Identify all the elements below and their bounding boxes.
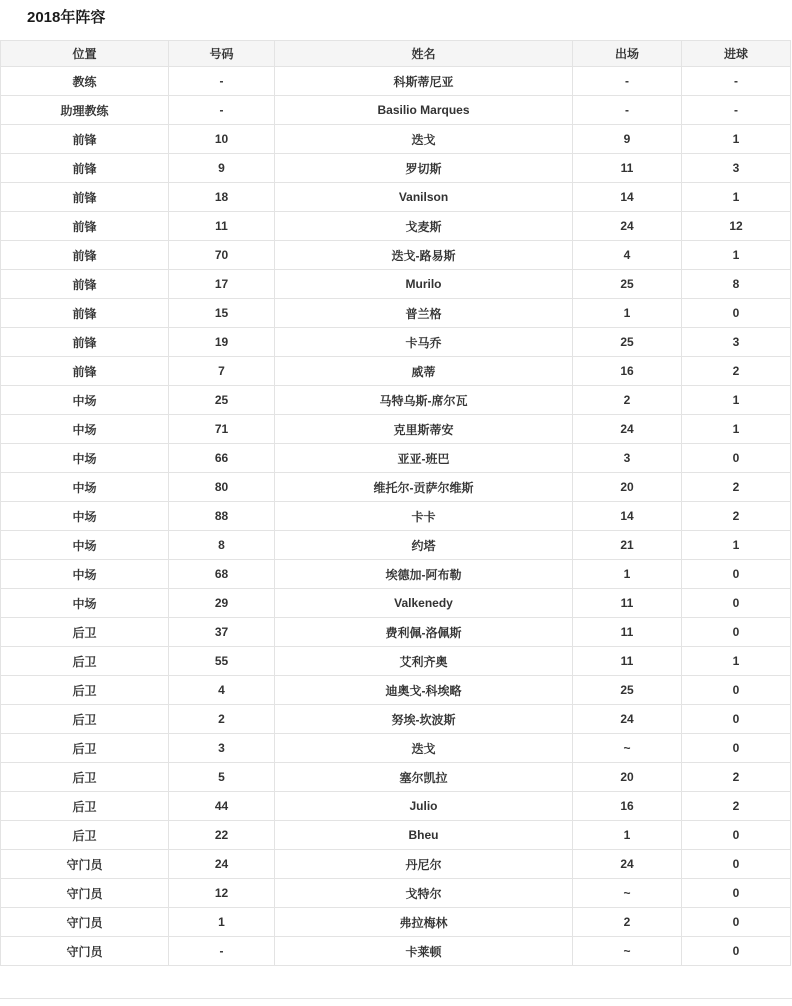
cell-number: 71 [169, 415, 275, 444]
cell-position: 后卫 [1, 705, 169, 734]
cell-position: 前锋 [1, 241, 169, 270]
cell-goals: 2 [682, 502, 791, 531]
cell-goals: 1 [682, 386, 791, 415]
cell-goals: 2 [682, 763, 791, 792]
cell-number: 66 [169, 444, 275, 473]
cell-position: 前锋 [1, 125, 169, 154]
column-header-goals: 进球 [682, 41, 791, 67]
cell-position: 中场 [1, 415, 169, 444]
cell-name: 迭戈 [275, 734, 573, 763]
cell-number: 17 [169, 270, 275, 299]
cell-number: 88 [169, 502, 275, 531]
cell-name: 迭戈-路易斯 [275, 241, 573, 270]
column-header-appearances: 出场 [573, 41, 682, 67]
cell-number: 22 [169, 821, 275, 850]
cell-position: 前锋 [1, 212, 169, 241]
cell-goals: 12 [682, 212, 791, 241]
cell-appearances: 14 [573, 183, 682, 212]
cell-appearances: ~ [573, 734, 682, 763]
table-row [1, 270, 791, 299]
cell-name: 科斯蒂尼亚 [275, 67, 573, 96]
cell-position: 中场 [1, 473, 169, 502]
cell-appearances: 1 [573, 821, 682, 850]
cell-number: 7 [169, 357, 275, 386]
cell-appearances: 2 [573, 386, 682, 415]
cell-goals: 0 [682, 821, 791, 850]
cell-position: 后卫 [1, 676, 169, 705]
cell-goals: 0 [682, 937, 791, 966]
cell-appearances: 11 [573, 647, 682, 676]
table-row [1, 734, 791, 763]
cell-appearances: 11 [573, 589, 682, 618]
cell-name: 迪奥戈-科埃略 [275, 676, 573, 705]
cell-appearances: 24 [573, 850, 682, 879]
cell-name: 戈麦斯 [275, 212, 573, 241]
cell-number: 24 [169, 850, 275, 879]
header-row [1, 41, 791, 67]
cell-goals: 0 [682, 560, 791, 589]
cell-number: 29 [169, 589, 275, 618]
cell-goals: 2 [682, 357, 791, 386]
roster-table [0, 40, 791, 966]
cell-goals: - [682, 67, 791, 96]
column-header-name: 姓名 [275, 41, 573, 67]
title-bar [0, 0, 792, 40]
table-row [1, 154, 791, 183]
cell-appearances: 20 [573, 473, 682, 502]
cell-appearances: 24 [573, 705, 682, 734]
cell-number: 19 [169, 328, 275, 357]
table-row [1, 183, 791, 212]
cell-number: 44 [169, 792, 275, 821]
cell-appearances: ~ [573, 937, 682, 966]
cell-number: 37 [169, 618, 275, 647]
cell-appearances: 2 [573, 908, 682, 937]
cell-position: 中场 [1, 531, 169, 560]
cell-position: 后卫 [1, 792, 169, 821]
cell-position: 前锋 [1, 270, 169, 299]
cell-goals: 0 [682, 705, 791, 734]
cell-position: 前锋 [1, 357, 169, 386]
cell-position: 后卫 [1, 734, 169, 763]
table-row [1, 386, 791, 415]
cell-appearances: 4 [573, 241, 682, 270]
cell-name: 普兰格 [275, 299, 573, 328]
cell-goals: 0 [682, 734, 791, 763]
cell-appearances: 24 [573, 415, 682, 444]
table-row [1, 212, 791, 241]
cell-position: 中场 [1, 589, 169, 618]
cell-appearances: 11 [573, 154, 682, 183]
cell-goals: - [682, 96, 791, 125]
cell-goals: 1 [682, 125, 791, 154]
table-row [1, 676, 791, 705]
cell-goals: 2 [682, 473, 791, 502]
cell-name: 埃德加-阿布勒 [275, 560, 573, 589]
cell-goals: 0 [682, 879, 791, 908]
table-footer-spacer [0, 966, 792, 999]
cell-position: 守门员 [1, 879, 169, 908]
cell-appearances: 25 [573, 270, 682, 299]
cell-goals: 0 [682, 444, 791, 473]
table-row [1, 560, 791, 589]
table-row [1, 444, 791, 473]
cell-number: 10 [169, 125, 275, 154]
cell-appearances: 25 [573, 328, 682, 357]
cell-appearances: 24 [573, 212, 682, 241]
cell-goals: 1 [682, 647, 791, 676]
cell-appearances: 25 [573, 676, 682, 705]
cell-number: - [169, 67, 275, 96]
cell-position: 后卫 [1, 647, 169, 676]
cell-name: 迭戈 [275, 125, 573, 154]
cell-goals: 2 [682, 792, 791, 821]
cell-number: 70 [169, 241, 275, 270]
cell-name: 戈特尔 [275, 879, 573, 908]
cell-position: 守门员 [1, 850, 169, 879]
cell-appearances: 21 [573, 531, 682, 560]
cell-goals: 8 [682, 270, 791, 299]
cell-name: 努埃-坎波斯 [275, 705, 573, 734]
cell-position: 后卫 [1, 821, 169, 850]
cell-position: 教练 [1, 67, 169, 96]
cell-appearances: - [573, 96, 682, 125]
table-row [1, 792, 791, 821]
cell-appearances: 1 [573, 560, 682, 589]
cell-appearances: 20 [573, 763, 682, 792]
cell-position: 后卫 [1, 618, 169, 647]
cell-position: 前锋 [1, 299, 169, 328]
cell-appearances: - [573, 67, 682, 96]
cell-name: 罗切斯 [275, 154, 573, 183]
table-row [1, 589, 791, 618]
cell-number: 25 [169, 386, 275, 415]
table-row [1, 415, 791, 444]
cell-name: 塞尔凯拉 [275, 763, 573, 792]
cell-position: 中场 [1, 502, 169, 531]
table-row [1, 647, 791, 676]
table-row [1, 125, 791, 154]
cell-appearances: 9 [573, 125, 682, 154]
column-header-number: 号码 [169, 41, 275, 67]
cell-goals: 1 [682, 183, 791, 212]
cell-name: Bheu [275, 821, 573, 850]
cell-name: 约塔 [275, 531, 573, 560]
cell-number: 8 [169, 531, 275, 560]
table-row [1, 618, 791, 647]
cell-goals: 0 [682, 589, 791, 618]
cell-name: 弗拉梅林 [275, 908, 573, 937]
cell-name: 丹尼尔 [275, 850, 573, 879]
cell-name: Basilio Marques [275, 96, 573, 125]
cell-goals: 0 [682, 618, 791, 647]
table-row [1, 763, 791, 792]
cell-goals: 1 [682, 531, 791, 560]
cell-appearances: 3 [573, 444, 682, 473]
table-row [1, 879, 791, 908]
cell-number: 2 [169, 705, 275, 734]
table-row [1, 299, 791, 328]
cell-number: 1 [169, 908, 275, 937]
cell-position: 中场 [1, 386, 169, 415]
table-row [1, 850, 791, 879]
cell-name: 艾利齐奥 [275, 647, 573, 676]
cell-name: 卡莱顿 [275, 937, 573, 966]
cell-number: 80 [169, 473, 275, 502]
cell-name: 卡卡 [275, 502, 573, 531]
column-header-position: 位置 [1, 41, 169, 67]
cell-position: 守门员 [1, 937, 169, 966]
cell-number: 5 [169, 763, 275, 792]
cell-appearances: 14 [573, 502, 682, 531]
cell-position: 前锋 [1, 183, 169, 212]
cell-position: 中场 [1, 560, 169, 589]
cell-name: Vanilson [275, 183, 573, 212]
cell-name: Murilo [275, 270, 573, 299]
cell-name: 威蒂 [275, 357, 573, 386]
table-row [1, 821, 791, 850]
cell-appearances: 11 [573, 618, 682, 647]
table-row [1, 328, 791, 357]
cell-number: 55 [169, 647, 275, 676]
cell-goals: 0 [682, 908, 791, 937]
cell-number: 4 [169, 676, 275, 705]
cell-position: 前锋 [1, 328, 169, 357]
cell-goals: 3 [682, 154, 791, 183]
cell-number: - [169, 96, 275, 125]
cell-number: 9 [169, 154, 275, 183]
table-row [1, 241, 791, 270]
cell-name: Julio [275, 792, 573, 821]
cell-name: 卡马乔 [275, 328, 573, 357]
cell-goals: 1 [682, 415, 791, 444]
cell-appearances: 16 [573, 792, 682, 821]
cell-name: Valkenedy [275, 589, 573, 618]
table-row [1, 357, 791, 386]
roster-table-header [1, 41, 791, 67]
cell-position: 中场 [1, 444, 169, 473]
cell-goals: 0 [682, 850, 791, 879]
cell-name: 费利佩-洛佩斯 [275, 618, 573, 647]
cell-number: 12 [169, 879, 275, 908]
table-row [1, 531, 791, 560]
cell-name: 维托尔-贡萨尔维斯 [275, 473, 573, 502]
cell-goals: 0 [682, 299, 791, 328]
cell-position: 助理教练 [1, 96, 169, 125]
cell-appearances: 16 [573, 357, 682, 386]
table-row [1, 705, 791, 734]
cell-number: - [169, 937, 275, 966]
table-row [1, 908, 791, 937]
table-row [1, 937, 791, 966]
table-row [1, 473, 791, 502]
cell-appearances: 1 [573, 299, 682, 328]
cell-goals: 3 [682, 328, 791, 357]
cell-number: 15 [169, 299, 275, 328]
cell-goals: 0 [682, 676, 791, 705]
cell-name: 马特乌斯-席尔瓦 [275, 386, 573, 415]
cell-number: 18 [169, 183, 275, 212]
table-row [1, 67, 791, 96]
table-row [1, 96, 791, 125]
cell-number: 11 [169, 212, 275, 241]
roster-table-body [1, 67, 791, 966]
table-row [1, 502, 791, 531]
cell-number: 68 [169, 560, 275, 589]
page-title: 2018年阵容 [27, 9, 106, 26]
cell-name: 克里斯蒂安 [275, 415, 573, 444]
cell-name: 亚亚-班巴 [275, 444, 573, 473]
cell-position: 守门员 [1, 908, 169, 937]
cell-goals: 1 [682, 241, 791, 270]
cell-number: 3 [169, 734, 275, 763]
cell-appearances: ~ [573, 879, 682, 908]
cell-position: 后卫 [1, 763, 169, 792]
cell-position: 前锋 [1, 154, 169, 183]
